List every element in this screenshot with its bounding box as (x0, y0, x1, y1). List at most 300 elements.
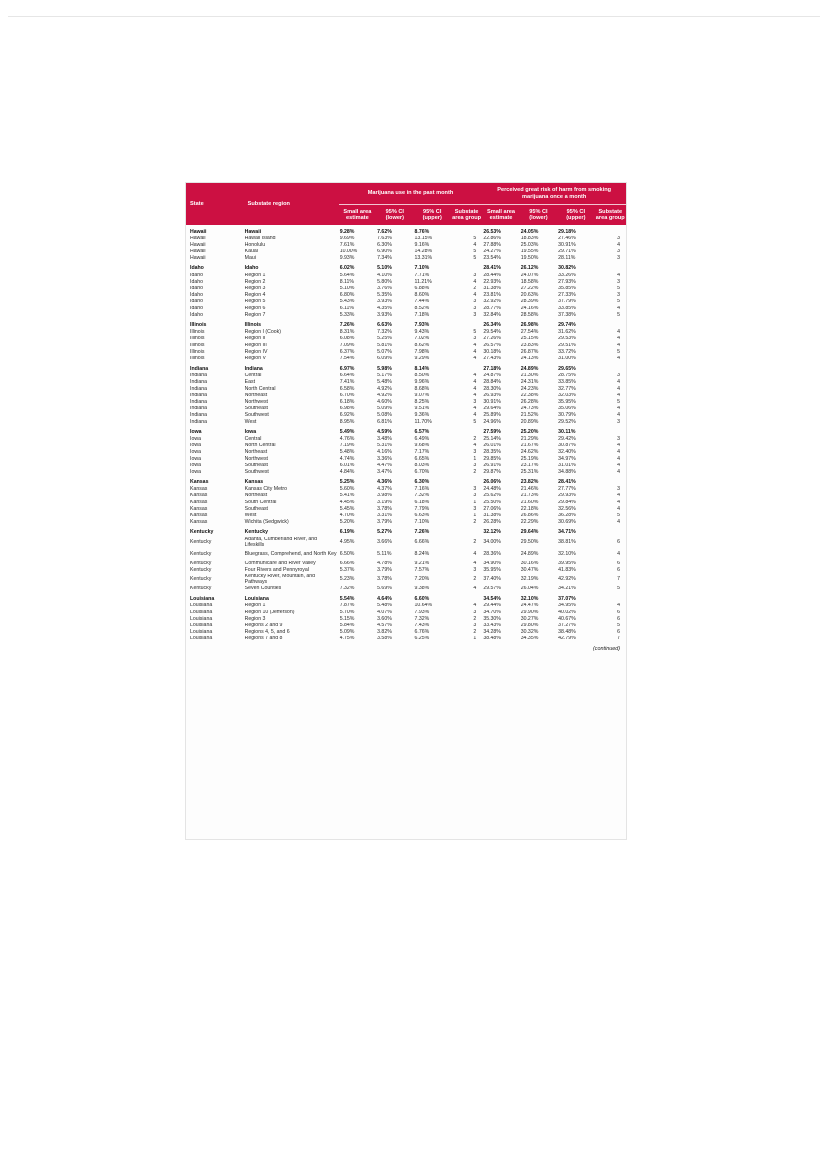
cell-risk-area-group: 4 (617, 519, 620, 525)
cell-risk-estimate: 24.48% (483, 486, 501, 492)
cell-substate-region: Region 2 (244, 279, 266, 285)
cell-use-ci-lower: 4.47% (377, 462, 392, 469)
cell-substate-region: Region 3 (244, 616, 266, 622)
cell-risk-ci-upper: 39.95% (558, 560, 576, 567)
cell-risk-ci-lower: 26.12% (520, 265, 539, 272)
cell-use-ci-upper: 8.68% (414, 386, 430, 392)
cell-use-area-group: 4 (473, 379, 477, 385)
cell-risk-ci-lower: 30.32% (520, 629, 539, 635)
cell-use-area-group (451, 225, 482, 236)
cell-use-ci-lower: 5.17% (377, 372, 392, 379)
cell-state: Indiana (190, 419, 208, 425)
table-row (186, 386, 626, 393)
cell-use-area-group: 4 (473, 560, 477, 567)
cell-state: Hawaii (190, 255, 206, 261)
table-row (186, 242, 626, 249)
cell-use-ci-lower: 5.11% (377, 550, 392, 557)
table-row (186, 616, 626, 623)
cell-use-estimate: 7.19% (339, 442, 355, 449)
cell-substate-region: Kentucky River, Mountain, and Pathways (244, 573, 315, 585)
cell-use-estimate: 4.75% (339, 635, 355, 642)
cell-use-ci-upper: 7.43% (414, 622, 430, 629)
col-substate-area-group: Substate area group (451, 205, 482, 226)
cell-risk-ci-lower: 29.64% (520, 529, 539, 536)
cell-state: Hawaii (190, 228, 207, 235)
cell-use-area-group: 2 (473, 575, 477, 582)
cell-risk-ci-lower: 26.98% (520, 322, 539, 329)
cell-risk-area-group: 4 (617, 412, 620, 418)
cell-risk-ci-upper: 32.10% (558, 550, 576, 557)
cell-use-estimate: 6.70% (339, 392, 355, 399)
cell-substate-region: Northeast (244, 449, 268, 455)
cell-substate-region: Hawaii (244, 228, 262, 235)
cell-risk-ci-upper: 34.95% (558, 602, 576, 609)
cell-use-ci-lower: 3.60% (377, 616, 392, 622)
cell-use-ci-upper: 9.43% (414, 329, 430, 335)
cell-use-ci-lower: 3.48% (377, 436, 392, 442)
cell-substate-region: Bluegrass, Comprehend, and North Key (244, 550, 337, 557)
cell-use-ci-lower: 7.63% (377, 235, 392, 242)
cell-risk-area-group: 4 (617, 492, 620, 499)
cell-use-estimate: 6.50% (339, 550, 355, 557)
cell-risk-ci-lower: 24.62% (520, 449, 539, 455)
cell-use-area-group: 5 (473, 255, 477, 261)
cell-use-ci-upper: 9.21% (414, 560, 430, 567)
cell-risk-ci-lower: 23.83% (520, 342, 539, 348)
cell-use-ci-upper: 13.15% (414, 235, 433, 242)
cell-state: Kansas (190, 486, 208, 492)
table-row (186, 412, 626, 419)
cell-risk-estimate: 32.84% (483, 312, 501, 318)
table-row (186, 343, 626, 350)
cell-use-estimate: 5.70% (339, 609, 355, 615)
cell-substate-region: Central (244, 372, 262, 379)
cell-state: Indiana (190, 405, 208, 412)
cell-use-estimate: 7.87% (339, 602, 355, 609)
cell-use-estimate: 6.80% (339, 292, 355, 298)
cell-risk-estimate: 25.62% (483, 492, 501, 499)
cell-use-area-group: 3 (473, 449, 477, 455)
cell-use-area-group: 3 (473, 305, 477, 312)
cell-risk-estimate: 28.41% (483, 265, 501, 272)
cell-use-estimate: 9.28% (339, 228, 355, 235)
cell-use-ci-upper: 6.60% (414, 595, 430, 602)
cell-risk-ci-upper: 32.03% (558, 392, 576, 399)
cell-risk-ci-upper: 29.53% (558, 335, 576, 342)
continued-note: (continued) (593, 646, 620, 653)
cell-risk-estimate: 27.59% (483, 429, 501, 436)
cell-risk-area-group (595, 225, 626, 236)
cell-risk-ci-upper: 28.75% (558, 372, 576, 379)
cell-substate-region: Adanta, Cumberland River, and Lifeskills (244, 536, 318, 548)
cell-use-ci-lower: 6.63% (377, 322, 392, 329)
cell-substate-region: Southwest (244, 412, 269, 418)
header-marijuana-use: Marijuana use in the past month (339, 183, 483, 205)
cell-risk-area-group (595, 476, 626, 487)
cell-risk-estimate: 34.90% (483, 560, 501, 567)
cell-risk-ci-lower: 24.89% (520, 550, 539, 557)
cell-state: Kentucky (190, 550, 212, 557)
cell-risk-ci-upper: 37.27% (558, 622, 576, 629)
table-row (186, 249, 626, 256)
cell-risk-area-group: 4 (617, 506, 620, 512)
cell-use-estimate: 6.92% (339, 412, 355, 418)
cell-use-ci-upper: 7.26% (414, 529, 430, 536)
cell-risk-estimate: 31.38% (483, 285, 501, 292)
cell-use-ci-upper: 8.76% (414, 228, 430, 235)
cell-risk-ci-upper: 29.65% (558, 365, 576, 372)
cell-use-estimate: 4.95% (339, 538, 355, 545)
cell-risk-area-group: 4 (617, 602, 620, 609)
cell-use-ci-lower: 4.92% (377, 386, 392, 392)
cell-use-estimate: 5.15% (339, 616, 355, 622)
cell-use-ci-upper: 7.79% (414, 506, 430, 512)
cell-use-ci-upper: 8.60% (414, 292, 430, 298)
state-total-row (186, 526, 626, 537)
cell-risk-ci-lower: 24.05% (520, 228, 539, 235)
cell-risk-ci-upper: 27.77% (558, 486, 576, 492)
cell-risk-area-group: 4 (617, 469, 620, 475)
cell-risk-ci-lower: 30.47% (520, 567, 539, 573)
cell-state: Kentucky (190, 538, 212, 545)
cell-use-ci-lower: 4.10% (377, 272, 392, 279)
cell-use-area-group: 5 (473, 329, 477, 335)
cell-risk-ci-upper: 34.71% (558, 529, 576, 536)
cell-risk-area-group: 5 (617, 622, 620, 629)
cell-risk-estimate: 35.30% (483, 616, 501, 622)
cell-state: Hawaii (190, 235, 206, 242)
cell-use-ci-upper: 7.10% (414, 519, 430, 525)
cell-risk-area-group: 4 (617, 442, 620, 449)
cell-use-ci-lower: 5.81% (377, 342, 392, 348)
cell-risk-ci-lower: 29.90% (520, 609, 539, 615)
cell-risk-ci-lower: 34.35% (520, 635, 539, 642)
cell-use-ci-lower: 3.78% (377, 575, 392, 582)
cell-risk-ci-lower: 20.89% (520, 419, 539, 425)
cell-risk-ci-upper: 42.92% (558, 575, 576, 582)
cell-use-area-group: 3 (473, 492, 477, 499)
cell-risk-ci-lower: 27.54% (520, 329, 539, 335)
cell-substate-region: Southeast (244, 462, 269, 469)
cell-risk-estimate: 24.96% (483, 419, 501, 425)
cell-risk-ci-upper: 34.21% (558, 585, 576, 592)
cell-use-estimate: 4.70% (339, 512, 355, 519)
table-row (186, 456, 626, 463)
cell-risk-estimate: 25.50% (483, 499, 501, 506)
cell-use-area-group: 2 (473, 469, 477, 475)
cell-risk-area-group: 4 (617, 379, 620, 385)
state-total-row (186, 362, 626, 373)
cell-risk-ci-upper: 27.93% (558, 279, 576, 285)
cell-use-ci-lower: 6.09% (377, 355, 392, 362)
cell-substate-region: Kentucky (244, 529, 268, 536)
state-total-row (186, 592, 626, 603)
cell-risk-ci-lower: 20.63% (520, 292, 539, 298)
cell-substate-region: North Central (244, 386, 276, 392)
cell-use-ci-upper: 9.07% (414, 392, 430, 399)
cell-use-estimate: 5.49% (339, 429, 355, 436)
cell-risk-ci-upper: 35.95% (558, 399, 576, 405)
cell-use-ci-lower: 5.27% (377, 529, 392, 536)
cell-risk-area-group: 5 (617, 585, 620, 592)
cell-use-ci-upper: 6.65% (414, 456, 430, 462)
cell-use-ci-lower: 4.78% (377, 560, 392, 567)
page-top-rule (8, 16, 820, 17)
cell-state: Iowa (190, 456, 201, 462)
cell-state: Kentucky (190, 560, 212, 567)
cell-risk-ci-lower: 27.22% (520, 285, 539, 292)
cell-state: Louisiana (190, 602, 213, 609)
cell-use-area-group: 4 (473, 550, 477, 557)
cell-use-area-group: 4 (473, 442, 477, 449)
cell-risk-ci-lower: 22.38% (520, 392, 539, 399)
cell-risk-estimate: 26.34% (483, 322, 501, 329)
table-body (186, 225, 626, 642)
cell-use-ci-upper: 8.62% (414, 342, 430, 348)
cell-risk-ci-upper: 29.71% (558, 248, 576, 255)
cell-use-ci-lower: 7.62% (377, 228, 392, 235)
cell-risk-ci-lower: 23.82% (520, 479, 539, 486)
table-row (186, 586, 626, 593)
cell-risk-area-group: 4 (617, 392, 620, 399)
cell-risk-area-group: 6 (617, 609, 620, 615)
cell-risk-ci-upper: 41.83% (558, 567, 576, 573)
cell-state: Louisiana (190, 616, 213, 622)
cell-use-ci-upper: 7.98% (414, 349, 430, 355)
cell-substate-region: Northeast (244, 492, 268, 499)
cell-risk-ci-upper: 28.11% (558, 255, 576, 261)
cell-use-ci-lower: 4.59% (377, 429, 392, 436)
table-row (186, 399, 626, 406)
cell-use-estimate: 5.54% (339, 595, 355, 602)
cell-use-ci-upper: 7.71% (414, 272, 430, 279)
cell-risk-estimate: 35.95% (483, 567, 501, 573)
cell-state: Louisiana (190, 622, 213, 629)
cell-use-estimate: 6.11% (339, 305, 355, 312)
cell-risk-ci-upper: 34.97% (558, 456, 576, 462)
cell-risk-ci-upper: 29.18% (558, 228, 576, 235)
cell-use-area-group: 2 (473, 285, 477, 292)
cell-use-estimate: 5.33% (339, 312, 355, 318)
cell-use-ci-lower: 7.34% (377, 255, 392, 261)
cell-use-ci-upper: 9.36% (414, 412, 430, 418)
cell-use-estimate: 5.23% (339, 575, 355, 582)
cell-use-estimate: 5.37% (339, 567, 355, 573)
cell-substate-region: Region III (244, 342, 267, 348)
cell-use-area-group: 2 (473, 538, 477, 545)
cell-state: Iowa (190, 449, 201, 455)
cell-risk-area-group: 3 (617, 372, 620, 379)
table-row (186, 506, 626, 513)
cell-substate-region: Northeast (244, 392, 268, 399)
cell-risk-area-group: 4 (617, 405, 620, 412)
table-row (186, 279, 626, 286)
table-row (186, 449, 626, 456)
cell-substate-region: Region 7 (244, 312, 266, 318)
cell-state: Iowa (190, 429, 202, 436)
cell-use-ci-lower: 3.93% (377, 298, 392, 305)
cell-risk-area-group: 4 (617, 462, 620, 469)
cell-use-ci-lower: 4.16% (377, 449, 392, 455)
cell-risk-ci-upper: 30.11% (558, 429, 576, 436)
cell-use-estimate: 6.37% (339, 349, 355, 355)
cell-risk-ci-upper: 31.00% (558, 355, 576, 362)
cell-state: Illinois (190, 322, 207, 329)
cell-substate-region: Region 1 (244, 602, 266, 609)
cell-use-ci-lower: 4.37% (377, 486, 392, 492)
cell-state: Kentucky (190, 575, 212, 582)
cell-use-ci-lower: 3.98% (377, 492, 392, 499)
table-row (186, 519, 626, 526)
cell-risk-estimate: 30.91% (483, 399, 501, 405)
cell-risk-estimate: 38.48% (483, 635, 501, 642)
cell-risk-area-group: 7 (617, 635, 620, 642)
cell-use-ci-upper: 8.24% (414, 550, 430, 557)
cell-use-ci-upper: 6.57% (414, 429, 430, 436)
cell-state: Idaho (190, 305, 203, 312)
cell-state: Idaho (190, 285, 203, 292)
cell-state: Kentucky (190, 529, 214, 536)
cell-use-ci-upper: 6.30% (414, 479, 430, 486)
cell-use-ci-lower: 6.90% (377, 248, 392, 255)
cell-risk-estimate: 22.93% (483, 279, 501, 285)
cell-state: Indiana (190, 399, 208, 405)
cell-risk-ci-upper: 32.40% (558, 449, 576, 455)
table-row (186, 623, 626, 630)
cell-use-ci-lower: 4.35% (377, 305, 392, 312)
cell-use-area-group: 4 (473, 585, 477, 592)
cell-risk-estimate: 26.53% (483, 228, 501, 235)
cell-substate-region: Indiana (244, 365, 263, 372)
cell-risk-ci-lower: 19.50% (520, 255, 539, 261)
cell-risk-ci-lower: 23.17% (520, 462, 539, 469)
cell-risk-area-group: 4 (617, 272, 620, 279)
col-small-area-estimate: Small area estimate (339, 205, 376, 226)
cell-use-area-group: 3 (473, 335, 477, 342)
cell-risk-area-group: 6 (617, 567, 620, 573)
cell-use-area-group (451, 262, 482, 273)
cell-use-area-group: 2 (473, 519, 477, 525)
cell-use-ci-lower: 3.36% (377, 456, 392, 462)
cell-use-estimate: 6.97% (339, 365, 355, 372)
cell-risk-area-group: 6 (617, 560, 620, 567)
cell-use-ci-lower: 4.92% (377, 392, 392, 399)
cell-risk-ci-lower: 24.73% (520, 405, 539, 412)
cell-risk-estimate: 26.06% (483, 479, 501, 486)
cell-risk-area-group: 4 (617, 335, 620, 342)
cell-risk-area-group: 3 (617, 419, 620, 425)
cell-use-ci-lower: 5.07% (377, 349, 392, 355)
cell-substate-region: Iowa (244, 429, 257, 436)
cell-risk-ci-lower: 24.23% (520, 386, 539, 392)
cell-risk-area-group: 4 (617, 550, 620, 557)
cell-use-ci-upper: 9.16% (414, 242, 430, 248)
cell-risk-ci-upper: 37.07% (558, 595, 576, 602)
cell-risk-ci-lower: 29.50% (520, 538, 539, 545)
table-row (186, 574, 626, 586)
cell-risk-ci-lower: 18.83% (520, 235, 539, 242)
cell-substate-region: Communicare and River Valley (244, 560, 316, 567)
cell-use-ci-lower: 5.09% (377, 405, 392, 412)
cell-risk-estimate: 26.91% (483, 462, 501, 469)
cell-risk-area-group: 3 (617, 436, 620, 442)
cell-risk-area-group: 5 (617, 399, 620, 405)
cell-use-estimate: 9.69% (339, 235, 355, 242)
cell-state: Indiana (190, 372, 208, 379)
cell-state: Iowa (190, 469, 201, 475)
cell-use-ci-upper: 6.18% (414, 499, 430, 506)
cell-risk-ci-lower: 26.86% (520, 512, 539, 519)
cell-risk-estimate: 31.38% (483, 512, 501, 519)
cell-substate-region: Wichita (Sedgwick) (244, 519, 289, 525)
cell-use-ci-upper: 6.25% (414, 635, 430, 642)
cell-substate-region: Region 4 (244, 292, 266, 298)
table-row (186, 486, 626, 493)
cell-risk-estimate: 33.43% (483, 622, 501, 629)
cell-use-ci-lower: 5.80% (377, 279, 392, 285)
cell-risk-ci-lower: 21.73% (520, 492, 539, 499)
cell-risk-area-group: 5 (617, 312, 620, 318)
cell-use-ci-upper: 7.93% (414, 322, 430, 329)
cell-state: Kansas (190, 492, 208, 499)
cell-use-area-group: 4 (473, 355, 477, 362)
table-header (186, 183, 626, 225)
cell-risk-estimate: 22.86% (483, 235, 501, 242)
cell-use-estimate: 7.41% (339, 379, 355, 385)
cell-risk-ci-upper: 32.56% (558, 506, 576, 512)
estimates-table-card (185, 182, 627, 840)
cell-use-estimate: 9.93% (339, 255, 355, 261)
cell-risk-estimate: 32.92% (483, 298, 501, 305)
cell-use-estimate: 6.66% (339, 560, 355, 567)
cell-state: Kansas (190, 512, 208, 519)
table-row (186, 236, 626, 243)
cell-state: Illinois (190, 355, 205, 362)
cell-state: Louisiana (190, 595, 215, 602)
cell-use-area-group: 3 (473, 609, 477, 615)
cell-risk-ci-lower: 24.47% (520, 602, 539, 609)
cell-use-estimate: 10.00% (339, 248, 358, 255)
cell-risk-area-group (595, 426, 626, 437)
cell-risk-ci-upper: 33.72% (558, 349, 576, 355)
cell-use-estimate: 6.58% (339, 386, 355, 392)
table-row (186, 273, 626, 280)
cell-risk-estimate: 28.30% (483, 386, 501, 392)
table-row (186, 629, 626, 636)
cell-risk-estimate: 26.93% (483, 392, 501, 399)
cell-risk-ci-upper: 38.81% (558, 538, 576, 545)
cell-risk-area-group (595, 262, 626, 273)
cell-risk-area-group: 4 (617, 449, 620, 455)
cell-substate-region: Regions 4, 5, and 6 (244, 629, 290, 635)
cell-risk-ci-lower: 24.13% (520, 355, 539, 362)
cell-risk-ci-upper: 35.06% (558, 405, 576, 412)
cell-use-ci-lower: 3.82% (377, 629, 392, 635)
cell-use-ci-upper: 6.49% (414, 436, 430, 442)
cell-state: Illinois (190, 342, 205, 348)
col-risk-ci-lower: 95% CI (lower) (520, 205, 557, 226)
cell-state: Idaho (190, 312, 203, 318)
cell-state: Iowa (190, 462, 201, 469)
table-row (186, 567, 626, 574)
cell-risk-ci-upper: 33.85% (558, 379, 576, 385)
cell-risk-estimate: 23.81% (483, 292, 501, 298)
cell-use-area-group: 1 (473, 512, 477, 519)
col-risk-ci-upper: 95% CI (upper) (557, 205, 594, 226)
cell-substate-region: Illinois (244, 322, 262, 329)
cell-risk-area-group: 4 (617, 499, 620, 506)
cell-use-area-group: 3 (473, 462, 477, 469)
